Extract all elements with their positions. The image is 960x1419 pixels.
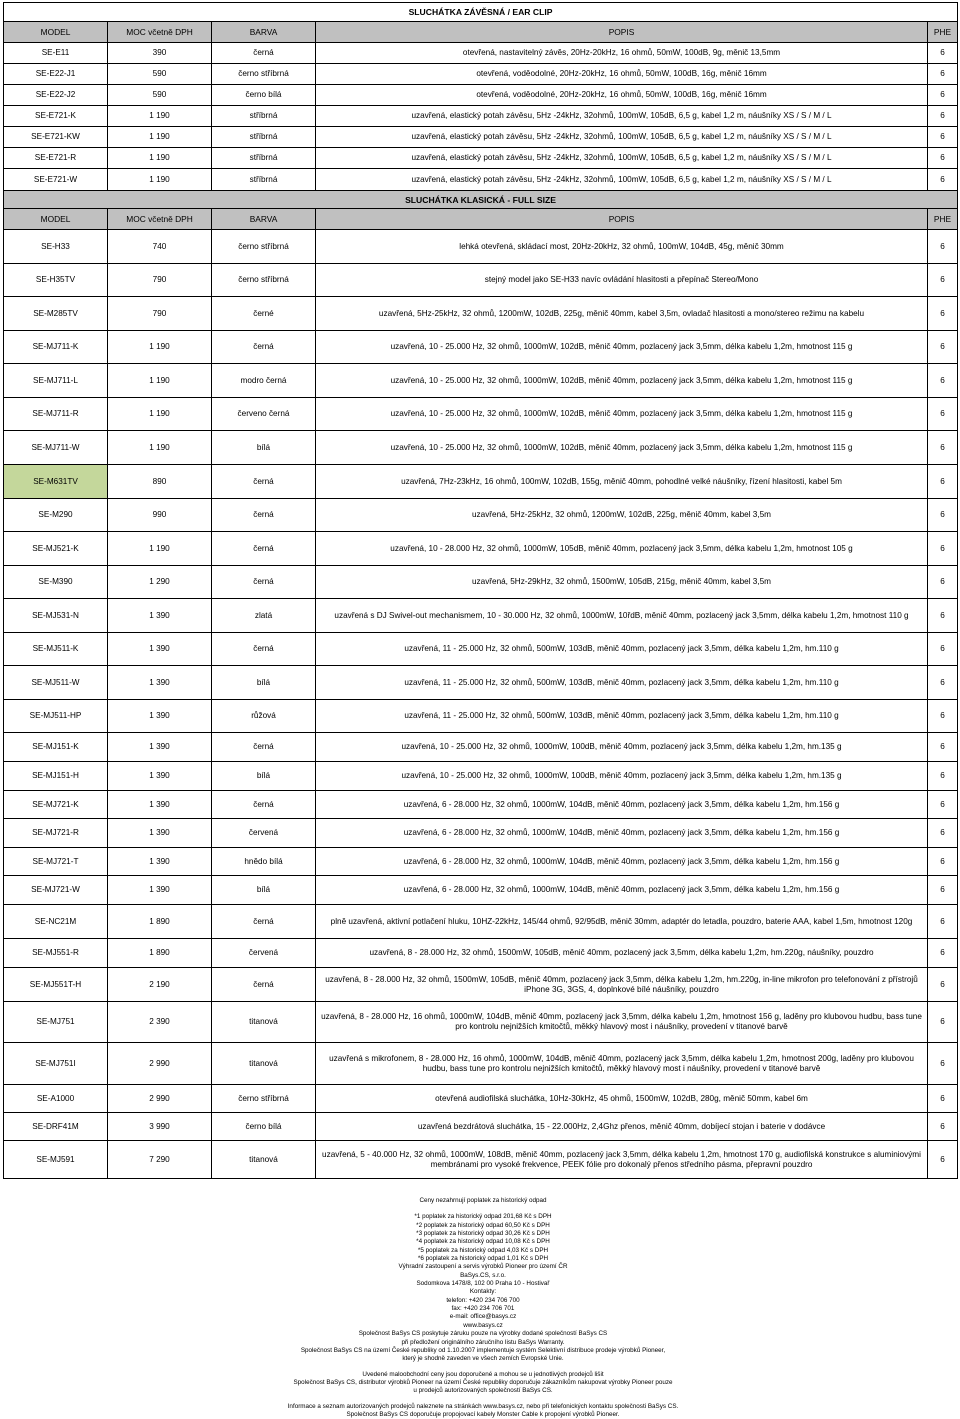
model-cell: SE-A1000	[4, 1085, 108, 1113]
model-cell: SE-E721-K	[4, 106, 108, 127]
color-cell: červená	[212, 939, 316, 968]
model-cell: SE-E11	[4, 43, 108, 64]
description-cell: uzavřená, 5 - 40.000 Hz, 32 ohmů, 1000mW, 108dB, měnič 40mm, pozlacený jack 3,5mm, délka kabelu 1,2m, hmotnost 170 g, audiofilská konstrukce s aluminiovými membránami pro vysoké frekvence, PEEK fólie pro dokonalý přenos středního pásma, přepravní pouzdro	[316, 1141, 928, 1179]
model-cell: SE-MJ551T-H	[4, 968, 108, 1002]
price-cell: 740	[108, 230, 212, 264]
description-cell: uzavřená, 11 - 25.000 Hz, 32 ohmů, 500mW, 103dB, měnič 40mm, pozlacený jack 3,5mm, délka kabelu 1,2m, hm.110 g	[316, 666, 928, 700]
color-cell: černo stříbrná	[212, 1085, 316, 1113]
color-cell: červená	[212, 819, 316, 848]
model-cell: SE-MJ751I	[4, 1043, 108, 1085]
model-cell: SE-NC21M	[4, 905, 108, 939]
model-cell: SE-MJ521-K	[4, 532, 108, 566]
description-cell: uzavřená, 6 - 28.000 Hz, 32 ohmů, 1000mW, 104dB, měnič 40mm, pozlacený jack 3,5mm, délka kabelu 1,2m, hm.156 g	[316, 791, 928, 819]
table-row	[4, 666, 958, 700]
color-cell: černo stříbrná	[212, 230, 316, 264]
notes-heading: Ceny nezahrnují poplatek za historický odpad	[419, 1197, 547, 1204]
model-cell: SE-MJ511-K	[4, 633, 108, 666]
color-cell: titanová	[212, 1141, 316, 1179]
phe-cell: 6	[928, 848, 958, 876]
model-cell: SE-E22-J2	[4, 85, 108, 106]
phe-cell: 6	[928, 876, 958, 905]
color-cell: černé	[212, 297, 316, 331]
phe-cell: 6	[928, 733, 958, 762]
color-cell: růžová	[212, 700, 316, 733]
description-cell: uzavřená bezdrátová sluchátka, 15 - 22.000Hz, 2,4Ghz přenos, měnič 40mm, dobíjecí stojan i baterie v dodávce	[316, 1113, 928, 1141]
header-description: POPIS	[316, 209, 928, 230]
table-row	[4, 791, 958, 819]
note-line: BaSys.CS, s.r.o.	[460, 1271, 506, 1279]
description-cell: otevřená audiofilská sluchátka, 10Hz-30kHz, 45 ohmů, 1500mW, 102dB, 280g, měnič 50mm, kabel 6m	[316, 1085, 928, 1113]
model-cell: SE-E22-J1	[4, 64, 108, 85]
note-line: Společnost BaSys CS, distributor výrobků Pioneer na území České republiky doporučuje zákazníkům nakupovat výrobky Pioneer pouze	[293, 1378, 673, 1386]
description-cell: uzavřená, 6 - 28.000 Hz, 32 ohmů, 1000mW, 104dB, měnič 40mm, pozlacený jack 3,5mm, délka kabelu 1,2m, hm.156 g	[316, 876, 928, 905]
table-row	[4, 1085, 958, 1113]
color-cell: bílá	[212, 876, 316, 905]
table-row	[4, 364, 958, 398]
color-cell: černá	[212, 633, 316, 666]
table-row	[4, 848, 958, 876]
color-cell: bílá	[212, 762, 316, 791]
color-cell: černo bílá	[212, 85, 316, 106]
table-row	[4, 762, 958, 791]
table-row	[4, 939, 958, 968]
note-line: telefon: +420 234 706 700	[446, 1296, 520, 1304]
header-row	[4, 209, 958, 230]
price-cell: 590	[108, 85, 212, 106]
price-cell: 1 390	[108, 762, 212, 791]
phe-cell: 6	[928, 43, 958, 64]
phe-cell: 6	[928, 905, 958, 939]
color-cell: černá	[212, 499, 316, 532]
note-line: při předložení originálního záručního listu BaSys Warranty.	[401, 1338, 565, 1346]
table-row	[4, 64, 958, 85]
description-cell: uzavřená, elastický potah závěsu, 5Hz -24kHz, 32ohmů, 100mW, 105dB, 6,5 g, kabel 1,2 m, náušníky XS / S / M / L	[316, 127, 928, 148]
table-row	[4, 819, 958, 848]
note-line: *1 poplatek za historický odpad 201,68 Kč s DPH	[414, 1213, 552, 1221]
price-cell: 2 990	[108, 1085, 212, 1113]
description-cell: uzavřená, 6 - 28.000 Hz, 32 ohmů, 1000mW, 104dB, měnič 40mm, pozlacený jack 3,5mm, délka kabelu 1,2m, hm.156 g	[316, 848, 928, 876]
note-line: *5 poplatek za historický odpad 4,03 Kč s DPH	[417, 1246, 549, 1254]
description-cell: otevřená, voděodolné, 20Hz-20kHz, 16 ohmů, 50mW, 100dB, 16g, měnič 16mm	[316, 64, 928, 85]
price-cell: 1 190	[108, 106, 212, 127]
description-cell: uzavřená, 11 - 25.000 Hz, 32 ohmů, 500mW, 103dB, měnič 40mm, pozlacený jack 3,5mm, délka kabelu 1,2m, hm.110 g	[316, 633, 928, 666]
note-line: Společnost BaSys CS doporučuje propojovací kabely Monster Cable k propojení výrobků Pioneer.	[346, 1410, 620, 1418]
description-cell: lehká otevřená, skládací most, 20Hz-20kHz, 32 ohmů, 100mW, 104dB, 45g, měnič 30mm	[316, 230, 928, 264]
price-cell: 1 390	[108, 633, 212, 666]
header-color: BARVA	[212, 209, 316, 230]
price-cell: 3 990	[108, 1113, 212, 1141]
phe-cell: 6	[928, 465, 958, 499]
price-cell: 2 390	[108, 1002, 212, 1043]
description-cell: uzavřená, 10 - 25.000 Hz, 32 ohmů, 1000mW, 102dB, měnič 40mm, pozlacený jack 3,5mm, délka kabelu 1,2m, hmotnost 115 g	[316, 331, 928, 364]
price-cell: 790	[108, 264, 212, 297]
color-cell: červeno černá	[212, 398, 316, 431]
phe-cell: 6	[928, 633, 958, 666]
price-table	[3, 2, 958, 1179]
color-cell: černá	[212, 465, 316, 499]
model-cell: SE-MJ721-R	[4, 819, 108, 848]
phe-cell: 6	[928, 230, 958, 264]
description-cell: uzavřená, 8 - 28.000 Hz, 32 ohmů, 1500mW, 105dB, měnič 40mm, pozlacený jack 3,5mm, délka kabelu 1,2m, hm.220g, náušníky, pouzdro	[316, 939, 928, 968]
phe-cell: 6	[928, 532, 958, 566]
description-cell: uzavřená, 10 - 25.000 Hz, 32 ohmů, 1000mW, 100dB, měnič 40mm, pozlacený jack 3,5mm, délka kabelu 1,2m, hm.135 g	[316, 733, 928, 762]
table-row	[4, 465, 958, 499]
price-cell: 1 390	[108, 700, 212, 733]
price-cell: 1 390	[108, 599, 212, 633]
table-row	[4, 733, 958, 762]
color-cell: černá	[212, 905, 316, 939]
header-phe: PHE	[928, 209, 958, 230]
price-cell: 990	[108, 499, 212, 532]
phe-cell: 6	[928, 297, 958, 331]
model-cell: SE-E721-KW	[4, 127, 108, 148]
color-cell: modro černá	[212, 364, 316, 398]
price-cell: 2 990	[108, 1043, 212, 1085]
note-line: fax: +420 234 706 701	[451, 1305, 515, 1313]
table-row	[4, 1002, 958, 1043]
price-cell: 1 390	[108, 848, 212, 876]
table-row	[4, 169, 958, 191]
description-cell: uzavřená, 8 - 28.000 Hz, 32 ohmů, 1500mW, 105dB, měnič 40mm, pozlacený jack 3,5mm, délka kabelu 1,2m, hm.220g, in-line mikrofon pro telefonování z přístrojů iPhone 3G, 3GS, 4, doplnkové bílé náušníky, pouzdro	[316, 968, 928, 1002]
model-cell: SE-MJ711-K	[4, 331, 108, 364]
header-price: MOC včetně DPH	[108, 209, 212, 230]
phe-cell: 6	[928, 1085, 958, 1113]
table-row	[4, 431, 958, 465]
note-line: Informace a seznam autorizovaných prodejců naleznete na stránkách www.basys.cz, nebo při telefonických kontaktu společnosti BaSys CS.	[287, 1402, 679, 1410]
table-row	[4, 876, 958, 905]
note-line: e-mail: office@basys.cz	[449, 1313, 517, 1321]
table-row	[4, 1141, 958, 1179]
phe-cell: 6	[928, 499, 958, 532]
note-line: Uvedené maloobchodní ceny jsou doporučené a mohou se u jednotlivých prodejců lišit	[362, 1370, 604, 1378]
color-cell: stříbrná	[212, 169, 316, 191]
phe-cell: 6	[928, 64, 958, 85]
model-cell: SE-E721-W	[4, 169, 108, 191]
model-cell: SE-MJ151-H	[4, 762, 108, 791]
section-title: SLUCHÁTKA KLASICKÁ - FULL SIZE	[4, 191, 958, 209]
phe-cell: 6	[928, 968, 958, 1002]
model-cell: SE-MJ591	[4, 1141, 108, 1179]
table-row	[4, 599, 958, 633]
price-cell: 1 290	[108, 566, 212, 599]
table-row	[4, 1043, 958, 1085]
note-line: Společnost BaSys CS poskytuje záruku pouze na výrobky dodané společností BaSys CS	[358, 1330, 608, 1338]
price-cell: 1 190	[108, 431, 212, 465]
price-cell: 7 290	[108, 1141, 212, 1179]
phe-cell: 6	[928, 1002, 958, 1043]
color-cell: titanová	[212, 1043, 316, 1085]
phe-cell: 6	[928, 762, 958, 791]
price-cell: 1 190	[108, 127, 212, 148]
description-cell: uzavřená s mikrofonem, 8 - 28.000 Hz, 16 ohmů, 1000mW, 104dB, měnič 40mm, pozlacený jack 3,5mm, délka kabelu 1,2m, hmotnost 200g, laděny pro klubovou hudbu, bass tune pro kontrolu nejnižších kmitočtů, měkký hlavový most i náušníky, provedení v titanové barvě	[316, 1043, 928, 1085]
model-cell: SE-MJ711-L	[4, 364, 108, 398]
color-cell: černá	[212, 968, 316, 1002]
price-cell: 2 190	[108, 968, 212, 1002]
description-cell: otevřená, nastavitelný závěs, 20Hz-20kHz, 16 ohmů, 50mW, 100dB, 9g, měnič 13,5mm	[316, 43, 928, 64]
note-line: *3 poplatek za historický odpad 30,26 Kč s DPH	[416, 1230, 550, 1238]
price-cell: 1 190	[108, 169, 212, 191]
price-cell: 1 390	[108, 791, 212, 819]
model-cell: SE-MJ511-HP	[4, 700, 108, 733]
table-row	[4, 532, 958, 566]
model-cell: SE-H35TV	[4, 264, 108, 297]
color-cell: bílá	[212, 666, 316, 700]
table-row	[4, 331, 958, 364]
model-cell: SE-MJ711-R	[4, 398, 108, 431]
model-cell: SE-DRF41M	[4, 1113, 108, 1141]
description-cell: uzavřená, 7Hz-23kHz, 16 ohmů, 100mW, 102dB, 155g, měnič 40mm, pohodlné velké náušníky, řízení hlasitosti, kabel 5m	[316, 465, 928, 499]
color-cell: černá	[212, 733, 316, 762]
description-cell: uzavřená, 10 - 25.000 Hz, 32 ohmů, 1000mW, 102dB, měnič 40mm, pozlacený jack 3,5mm, délka kabelu 1,2m, hmotnost 115 g	[316, 398, 928, 431]
description-cell: uzavřená s DJ Swivel-out mechanismem, 10 - 30.000 Hz, 32 ohmů, 1000mW, 10řdB, měnič 40mm, pozlacený jack 3,5mm, délka kabelu 1,2m, hmotnost 110 g	[316, 599, 928, 633]
color-cell: stříbrná	[212, 127, 316, 148]
price-cell: 1 890	[108, 905, 212, 939]
table-row	[4, 127, 958, 148]
phe-cell: 6	[928, 431, 958, 465]
model-cell: SE-MJ721-T	[4, 848, 108, 876]
notes-block-fees-contacts	[3, 1213, 960, 1363]
price-cell: 590	[108, 64, 212, 85]
price-cell: 1 190	[108, 532, 212, 566]
description-cell: uzavřená, 11 - 25.000 Hz, 32 ohmů, 500mW, 103dB, měnič 40mm, pozlacený jack 3,5mm, délka kabelu 1,2m, hm.110 g	[316, 700, 928, 733]
section-title-row	[4, 191, 958, 209]
table-row	[4, 106, 958, 127]
table-row	[4, 297, 958, 331]
model-cell: SE-E721-R	[4, 148, 108, 169]
description-cell: uzavřená, 10 - 25.000 Hz, 32 ohmů, 1000mW, 100dB, měnič 40mm, pozlacený jack 3,5mm, délka kabelu 1,2m, hm.135 g	[316, 762, 928, 791]
note-line: *4 poplatek za historický odpad 10,08 Kč s DPH	[416, 1238, 550, 1246]
header-color: BARVA	[212, 22, 316, 43]
phe-cell: 6	[928, 398, 958, 431]
color-cell: bílá	[212, 431, 316, 465]
phe-cell: 6	[928, 819, 958, 848]
color-cell: černo stříbrná	[212, 264, 316, 297]
price-cell: 1 190	[108, 148, 212, 169]
table-row	[4, 230, 958, 264]
phe-cell: 6	[928, 1113, 958, 1141]
price-cell: 1 190	[108, 364, 212, 398]
phe-cell: 6	[928, 85, 958, 106]
color-cell: zlatá	[212, 599, 316, 633]
phe-cell: 6	[928, 1141, 958, 1179]
footer-notes	[3, 1197, 960, 1419]
phe-cell: 6	[928, 127, 958, 148]
phe-cell: 6	[928, 331, 958, 364]
phe-cell: 6	[928, 264, 958, 297]
price-cell: 1 190	[108, 331, 212, 364]
table-row	[4, 905, 958, 939]
phe-cell: 6	[928, 1043, 958, 1085]
note-line: www.basys.cz	[463, 1321, 503, 1329]
price-cell: 390	[108, 43, 212, 64]
price-cell: 1 190	[108, 398, 212, 431]
phe-cell: 6	[928, 566, 958, 599]
color-cell: černá	[212, 791, 316, 819]
description-cell: uzavřená, 10 - 25.000 Hz, 32 ohmů, 1000mW, 102dB, měnič 40mm, pozlacený jack 3,5mm, délka kabelu 1,2m, hmotnost 115 g	[316, 431, 928, 465]
header-model: MODEL	[4, 22, 108, 43]
table-row	[4, 1113, 958, 1141]
note-line: Sodomkova 1478/8, 102 00 Praha 10 - Hostivař	[416, 1280, 550, 1288]
note-line: *2 poplatek za historický odpad 60,50 Kč s DPH	[416, 1221, 550, 1229]
notes-block-info	[3, 1403, 960, 1419]
color-cell: stříbrná	[212, 106, 316, 127]
note-line: Výhradní zastoupení a servis výrobků Pioneer pro území ČR	[398, 1263, 568, 1271]
model-cell: SE-MJ721-W	[4, 876, 108, 905]
table-row	[4, 264, 958, 297]
phe-cell: 6	[928, 599, 958, 633]
color-cell: černá	[212, 566, 316, 599]
color-cell: stříbrná	[212, 148, 316, 169]
model-cell: SE-M390	[4, 566, 108, 599]
table-title-row	[4, 3, 958, 22]
color-cell: černá	[212, 43, 316, 64]
phe-cell: 6	[928, 364, 958, 398]
description-cell: uzavřená, 10 - 25.000 Hz, 32 ohmů, 1000mW, 102dB, měnič 40mm, pozlacený jack 3,5mm, délka kabelu 1,2m, hmotnost 115 g	[316, 364, 928, 398]
table-row	[4, 398, 958, 431]
table-row	[4, 85, 958, 106]
phe-cell: 6	[928, 700, 958, 733]
color-cell: černá	[212, 532, 316, 566]
phe-cell: 6	[928, 666, 958, 700]
table-row	[4, 499, 958, 532]
model-cell: SE-MJ721-K	[4, 791, 108, 819]
model-cell: SE-M285TV	[4, 297, 108, 331]
description-cell: uzavřená, 8 - 28.000 Hz, 16 ohmů, 1000mW, 104dB, měnič 40mm, pozlacený jack 3,5mm, délka kabelu 1,2m, hmotnost 156 g, laděny pro klubovou hudbu, bass tune pro kontrolu nejnižších kmitočtů, měkký hlavový most i náušníky, provedení v titanové barvě	[316, 1002, 928, 1043]
table-row	[4, 566, 958, 599]
header-description: POPIS	[316, 22, 928, 43]
note-line: Kontakty:	[469, 1288, 497, 1296]
phe-cell: 6	[928, 169, 958, 191]
table-row	[4, 148, 958, 169]
description-cell: stejný model jako SE-H33 navíc ovládání hlasitosti a přepínač Stereo/Mono	[316, 264, 928, 297]
color-cell: černo stříbrná	[212, 64, 316, 85]
table-row	[4, 633, 958, 666]
model-cell: SE-MJ531-N	[4, 599, 108, 633]
header-row	[4, 22, 958, 43]
price-table-body	[4, 3, 958, 1179]
phe-cell: 6	[928, 148, 958, 169]
note-line: *6 poplatek za historický odpad 1,01 Kč s DPH	[417, 1255, 549, 1263]
note-line: který je shodně zaveden ve všech zemích Evropské Unie.	[402, 1355, 564, 1363]
description-cell: uzavřená, 6 - 28.000 Hz, 32 ohmů, 1000mW, 104dB, měnič 40mm, pozlacený jack 3,5mm, délka kabelu 1,2m, hm.156 g	[316, 819, 928, 848]
color-cell: černá	[212, 331, 316, 364]
price-cell: 1 390	[108, 876, 212, 905]
price-list-sheet	[3, 2, 957, 1418]
description-cell: uzavřená, 5Hz-25kHz, 32 ohmů, 1200mW, 102dB, 225g, měnič 40mm, kabel 3,5m	[316, 499, 928, 532]
phe-cell: 6	[928, 939, 958, 968]
phe-cell: 6	[928, 791, 958, 819]
description-cell: uzavřená, elastický potah závěsu, 5Hz -24kHz, 32ohmů, 100mW, 105dB, 6,5 g, kabel 1,2 m, náušníky XS / S / M / L	[316, 148, 928, 169]
price-cell: 1 390	[108, 666, 212, 700]
phe-cell: 6	[928, 106, 958, 127]
price-cell: 890	[108, 465, 212, 499]
notes-block-prices	[3, 1371, 960, 1396]
header-price: MOC včetně DPH	[108, 22, 212, 43]
description-cell: uzavřená, 5Hz-29kHz, 32 ohmů, 1500mW, 105dB, 215g, měnič 40mm, kabel 3,5m	[316, 566, 928, 599]
model-cell: SE-M631TV	[4, 465, 108, 499]
price-cell: 1 890	[108, 939, 212, 968]
model-cell: SE-MJ151-K	[4, 733, 108, 762]
header-phe: PHE	[928, 22, 958, 43]
description-cell: uzavřená, elastický potah závěsu, 5Hz -24kHz, 32ohmů, 100mW, 105dB, 6,5 g, kabel 1,2 m, náušníky XS / S / M / L	[316, 106, 928, 127]
header-model: MODEL	[4, 209, 108, 230]
table-row	[4, 968, 958, 1002]
model-cell: SE-MJ711-W	[4, 431, 108, 465]
description-cell: otevřená, voděodolné, 20Hz-20kHz, 16 ohmů, 50mW, 100dB, 16g, měnič 16mm	[316, 85, 928, 106]
model-cell: SE-M290	[4, 499, 108, 532]
table-title: SLUCHÁTKA ZÁVĚSNÁ / EAR CLIP	[4, 3, 958, 22]
price-cell: 790	[108, 297, 212, 331]
description-cell: plně uzavřená, aktivní potlačení hluku, 10HZ-22kHz, 145/44 ohmů, 92/95dB, měnič 30mm, adaptér do letadla, pouzdro, baterie AAA, kabel 1,5m, hmotnost 120g	[316, 905, 928, 939]
note-line: u prodejců autorizovaných společností BaSys CS.	[413, 1387, 553, 1395]
note-line: Společnost BaSys CS na území České republiky od 1.10.2007 implementuje systém Selektivní distribuce prodeje výrobků Pioneer,	[300, 1346, 666, 1354]
model-cell: SE-MJ551-R	[4, 939, 108, 968]
color-cell: hnědo bílá	[212, 848, 316, 876]
model-cell: SE-MJ511-W	[4, 666, 108, 700]
table-row	[4, 700, 958, 733]
description-cell: uzavřená, elastický potah závěsu, 5Hz -24kHz, 32ohmů, 100mW, 105dB, 6,5 g, kabel 1,2 m, náušníky XS / S / M / L	[316, 169, 928, 191]
description-cell: uzavřená, 5Hz-25kHz, 32 ohmů, 1200mW, 102dB, 225g, měnič 40mm, kabel 3,5m, ovladač hlasitosti a mono/stereo režimu na kabelu	[316, 297, 928, 331]
price-cell: 1 390	[108, 733, 212, 762]
model-cell: SE-H33	[4, 230, 108, 264]
color-cell: titanová	[212, 1002, 316, 1043]
table-row	[4, 43, 958, 64]
price-cell: 1 390	[108, 819, 212, 848]
model-cell: SE-MJ751	[4, 1002, 108, 1043]
description-cell: uzavřená, 10 - 28.000 Hz, 32 ohmů, 1000mW, 105dB, měnič 40mm, pozlacený jack 3,5mm, délka kabelu 1,2m, hmotnost 105 g	[316, 532, 928, 566]
color-cell: černo bílá	[212, 1113, 316, 1141]
